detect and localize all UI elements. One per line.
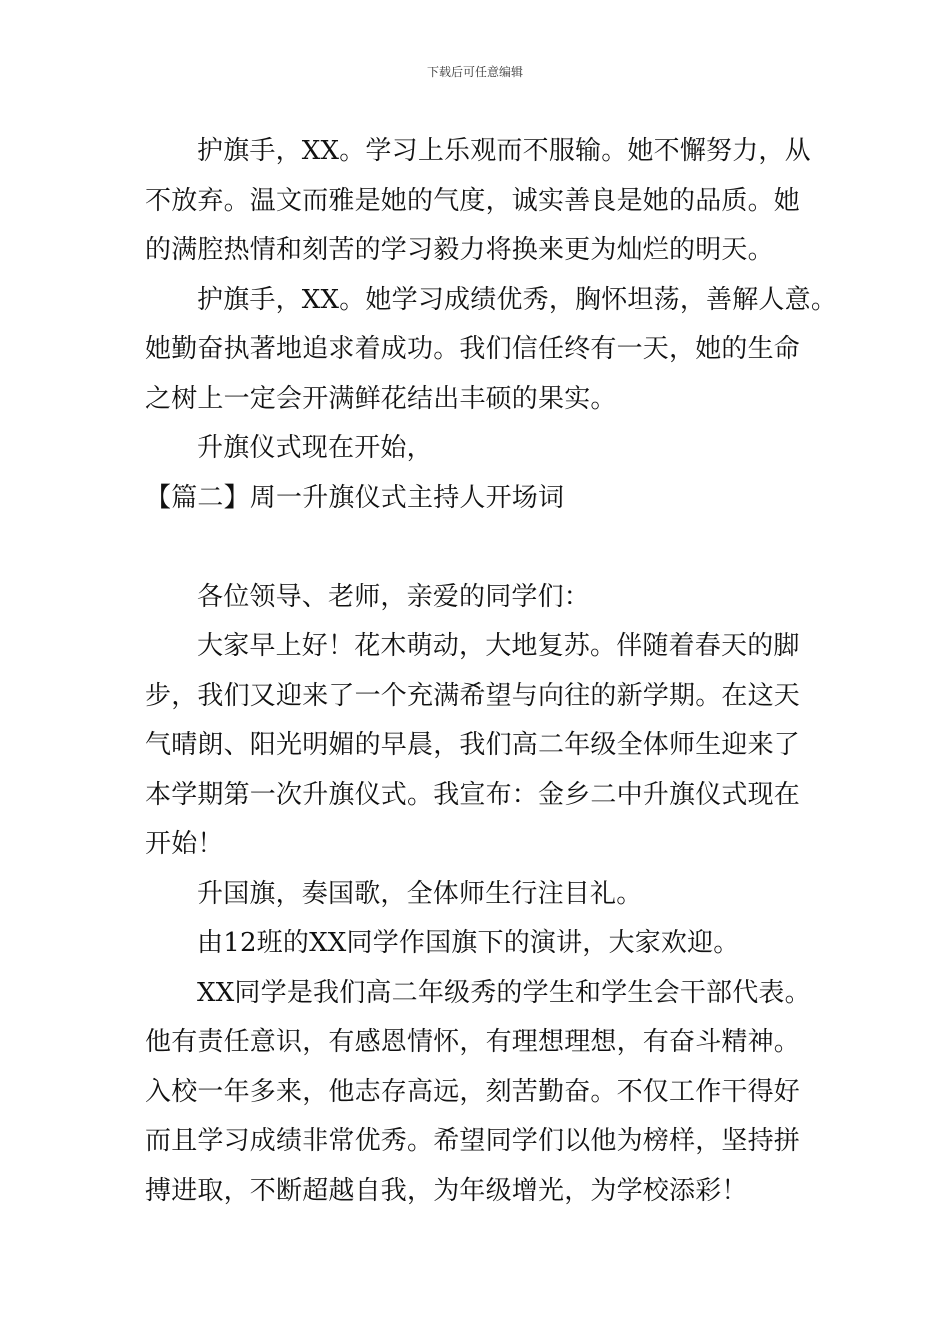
section-heading: 【篇二】周一升旗仪式主持人开场词: [145, 482, 565, 513]
page-header: 下载后可任意编辑: [426, 65, 523, 79]
paragraph-line: 不放弃。温文而雅是她的气度，诚实善良是她的品质。她: [145, 185, 801, 216]
blank-line: [145, 523, 825, 573]
paragraph-line: 由12班的XX同学作国旗下的演讲，大家欢迎。: [197, 928, 740, 958]
paragraph-line: 而且学习成绩非常优秀。希望同学们以他为榜样，坚持拼: [145, 1126, 801, 1156]
paragraph-line: 升国旗，奏国歌，全体师生行注目礼。: [197, 878, 643, 909]
paragraph-line: 气晴朗、阳光明媚的早晨，我们高二年级全体师生迎来了: [145, 730, 801, 760]
paragraph-line: 之树上一定会开满鲜花结出丰硕的果实。: [145, 383, 617, 414]
paragraph-line: 步，我们又迎来了一个充满希望与向往的新学期。在这天: [145, 680, 801, 711]
paragraph-line: 他有责任意识，有感恩情怀，有理想理想，有奋斗精神。: [145, 1027, 801, 1057]
paragraph-line: 本学期第一次升旗仪式。我宣布：金乡二中升旗仪式现在: [145, 779, 801, 810]
paragraph-line: 大家早上好！花木萌动，大地复苏。伴随着春天的脚: [197, 631, 800, 661]
paragraph-line: 开始！: [145, 829, 224, 859]
paragraph-line: 各位领导、老师，亲爱的同学们：: [197, 581, 591, 612]
paragraph-line: 她勤奋执著地追求着成功。我们信任终有一天，她的生命: [145, 334, 801, 364]
paragraph-line: 升旗仪式现在开始，: [197, 433, 433, 463]
paragraph-line: 的满腔热情和刻苦的学习毅力将换来更为灿烂的明天。: [145, 235, 774, 265]
paragraph-line: 护旗手，XX。她学习成绩优秀，胸怀坦荡，善解人意。: [197, 284, 838, 315]
document-body: [145, 127, 838, 1216]
paragraph-line: 入校一年多来，他志存高远，刻苦勤奋。不仅工作干得好: [145, 1076, 801, 1107]
paragraph-line: 搏进取，不断超越自我，为年级增光，为学校添彩！: [145, 1175, 748, 1206]
paragraph-line: XX同学是我们高二年级秀的学生和学生会干部代表。: [197, 977, 811, 1008]
paragraph-line: 护旗手，XX。学习上乐观而不服输。她不懈努力，从: [197, 136, 811, 166]
